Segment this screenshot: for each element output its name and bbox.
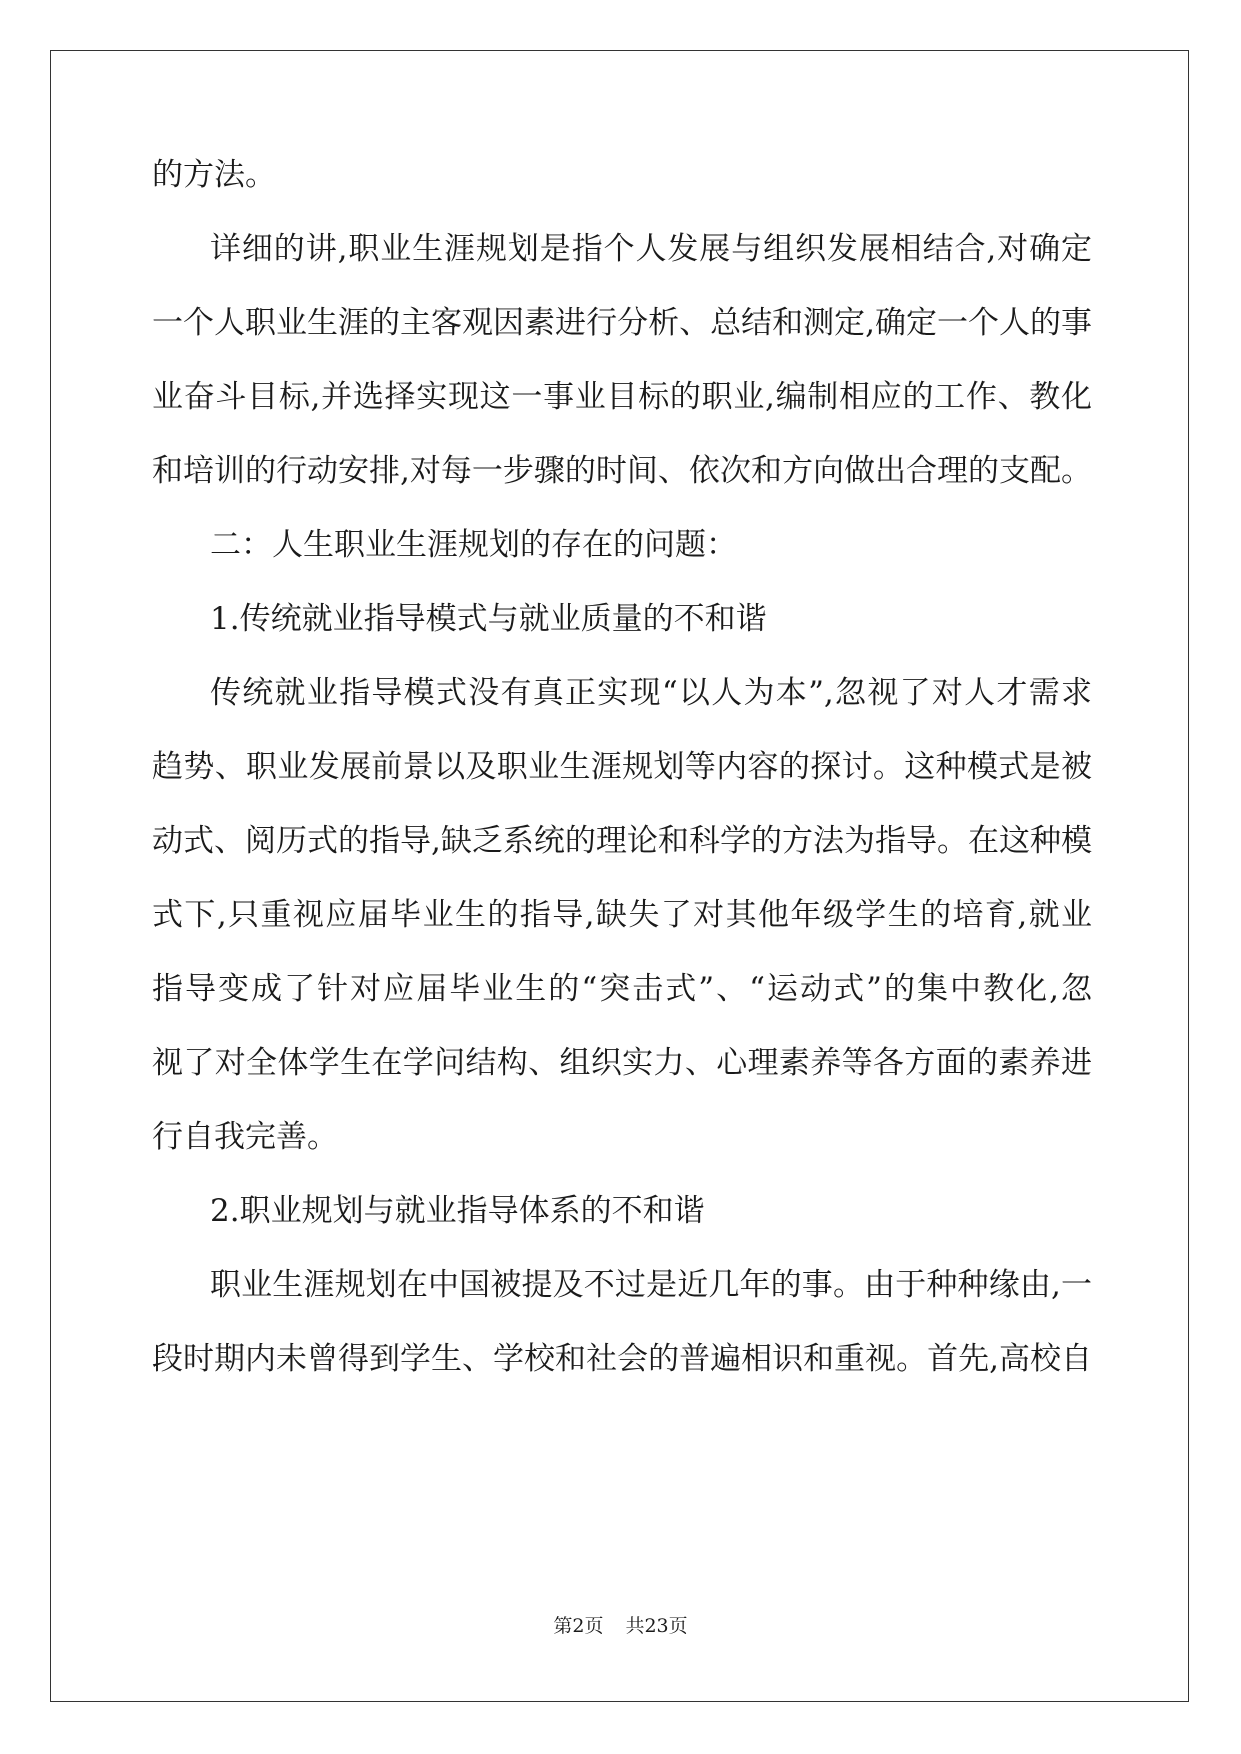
- paragraph-line: 业奋斗目标,并选择实现这一事业目标的职业,编制相应的工作、教化: [152, 379, 1092, 415]
- subsection-heading: 2.职业规划与就业指导体系的不和谐: [210, 1193, 705, 1229]
- page-number-footer: [0, 1614, 1241, 1638]
- paragraph-line: 指导变成了针对应届毕业生的“突击式”、“运动式”的集中教化,忽: [152, 971, 1092, 1007]
- paragraph-line: 视了对全体学生在学问结构、组织实力、心理素养等各方面的素养进: [152, 1045, 1092, 1081]
- paragraph-line: 传统就业指导模式没有真正实现“以人为本”,忽视了对人才需求: [210, 675, 1092, 711]
- paragraph-line: 的方法。: [152, 157, 276, 193]
- page-border: [50, 50, 1189, 1702]
- paragraph-line: 段时期内未曾得到学生、学校和社会的普遍相识和重视。首先,高校自: [152, 1341, 1092, 1377]
- paragraph-line: 详细的讲,职业生涯规划是指个人发展与组织发展相结合,对确定: [210, 231, 1092, 267]
- paragraph-line: 动式、阅历式的指导,缺乏系统的理论和科学的方法为指导。在这种模: [152, 823, 1092, 859]
- page-total: 共23页: [625, 1615, 688, 1637]
- section-heading: 二：人生职业生涯规划的存在的问题：: [210, 527, 737, 563]
- subsection-heading: 1.传统就业指导模式与就业质量的不和谐: [210, 601, 767, 637]
- paragraph-line: 行自我完善。: [152, 1119, 338, 1155]
- page-number: 第2页: [553, 1615, 604, 1637]
- paragraph-line: 和培训的行动安排,对每一步骤的时间、依次和方向做出合理的支配。: [152, 453, 1092, 489]
- paragraph-line: 一个人职业生涯的主客观因素进行分析、总结和测定,确定一个人的事: [152, 305, 1092, 341]
- paragraph-line: 职业生涯规划在中国被提及不过是近几年的事。由于种种缘由,一: [210, 1267, 1092, 1303]
- paragraph-line: 式下,只重视应届毕业生的指导,缺失了对其他年级学生的培育,就业: [152, 897, 1092, 933]
- paragraph-line: 趋势、职业发展前景以及职业生涯规划等内容的探讨。这种模式是被: [152, 749, 1092, 785]
